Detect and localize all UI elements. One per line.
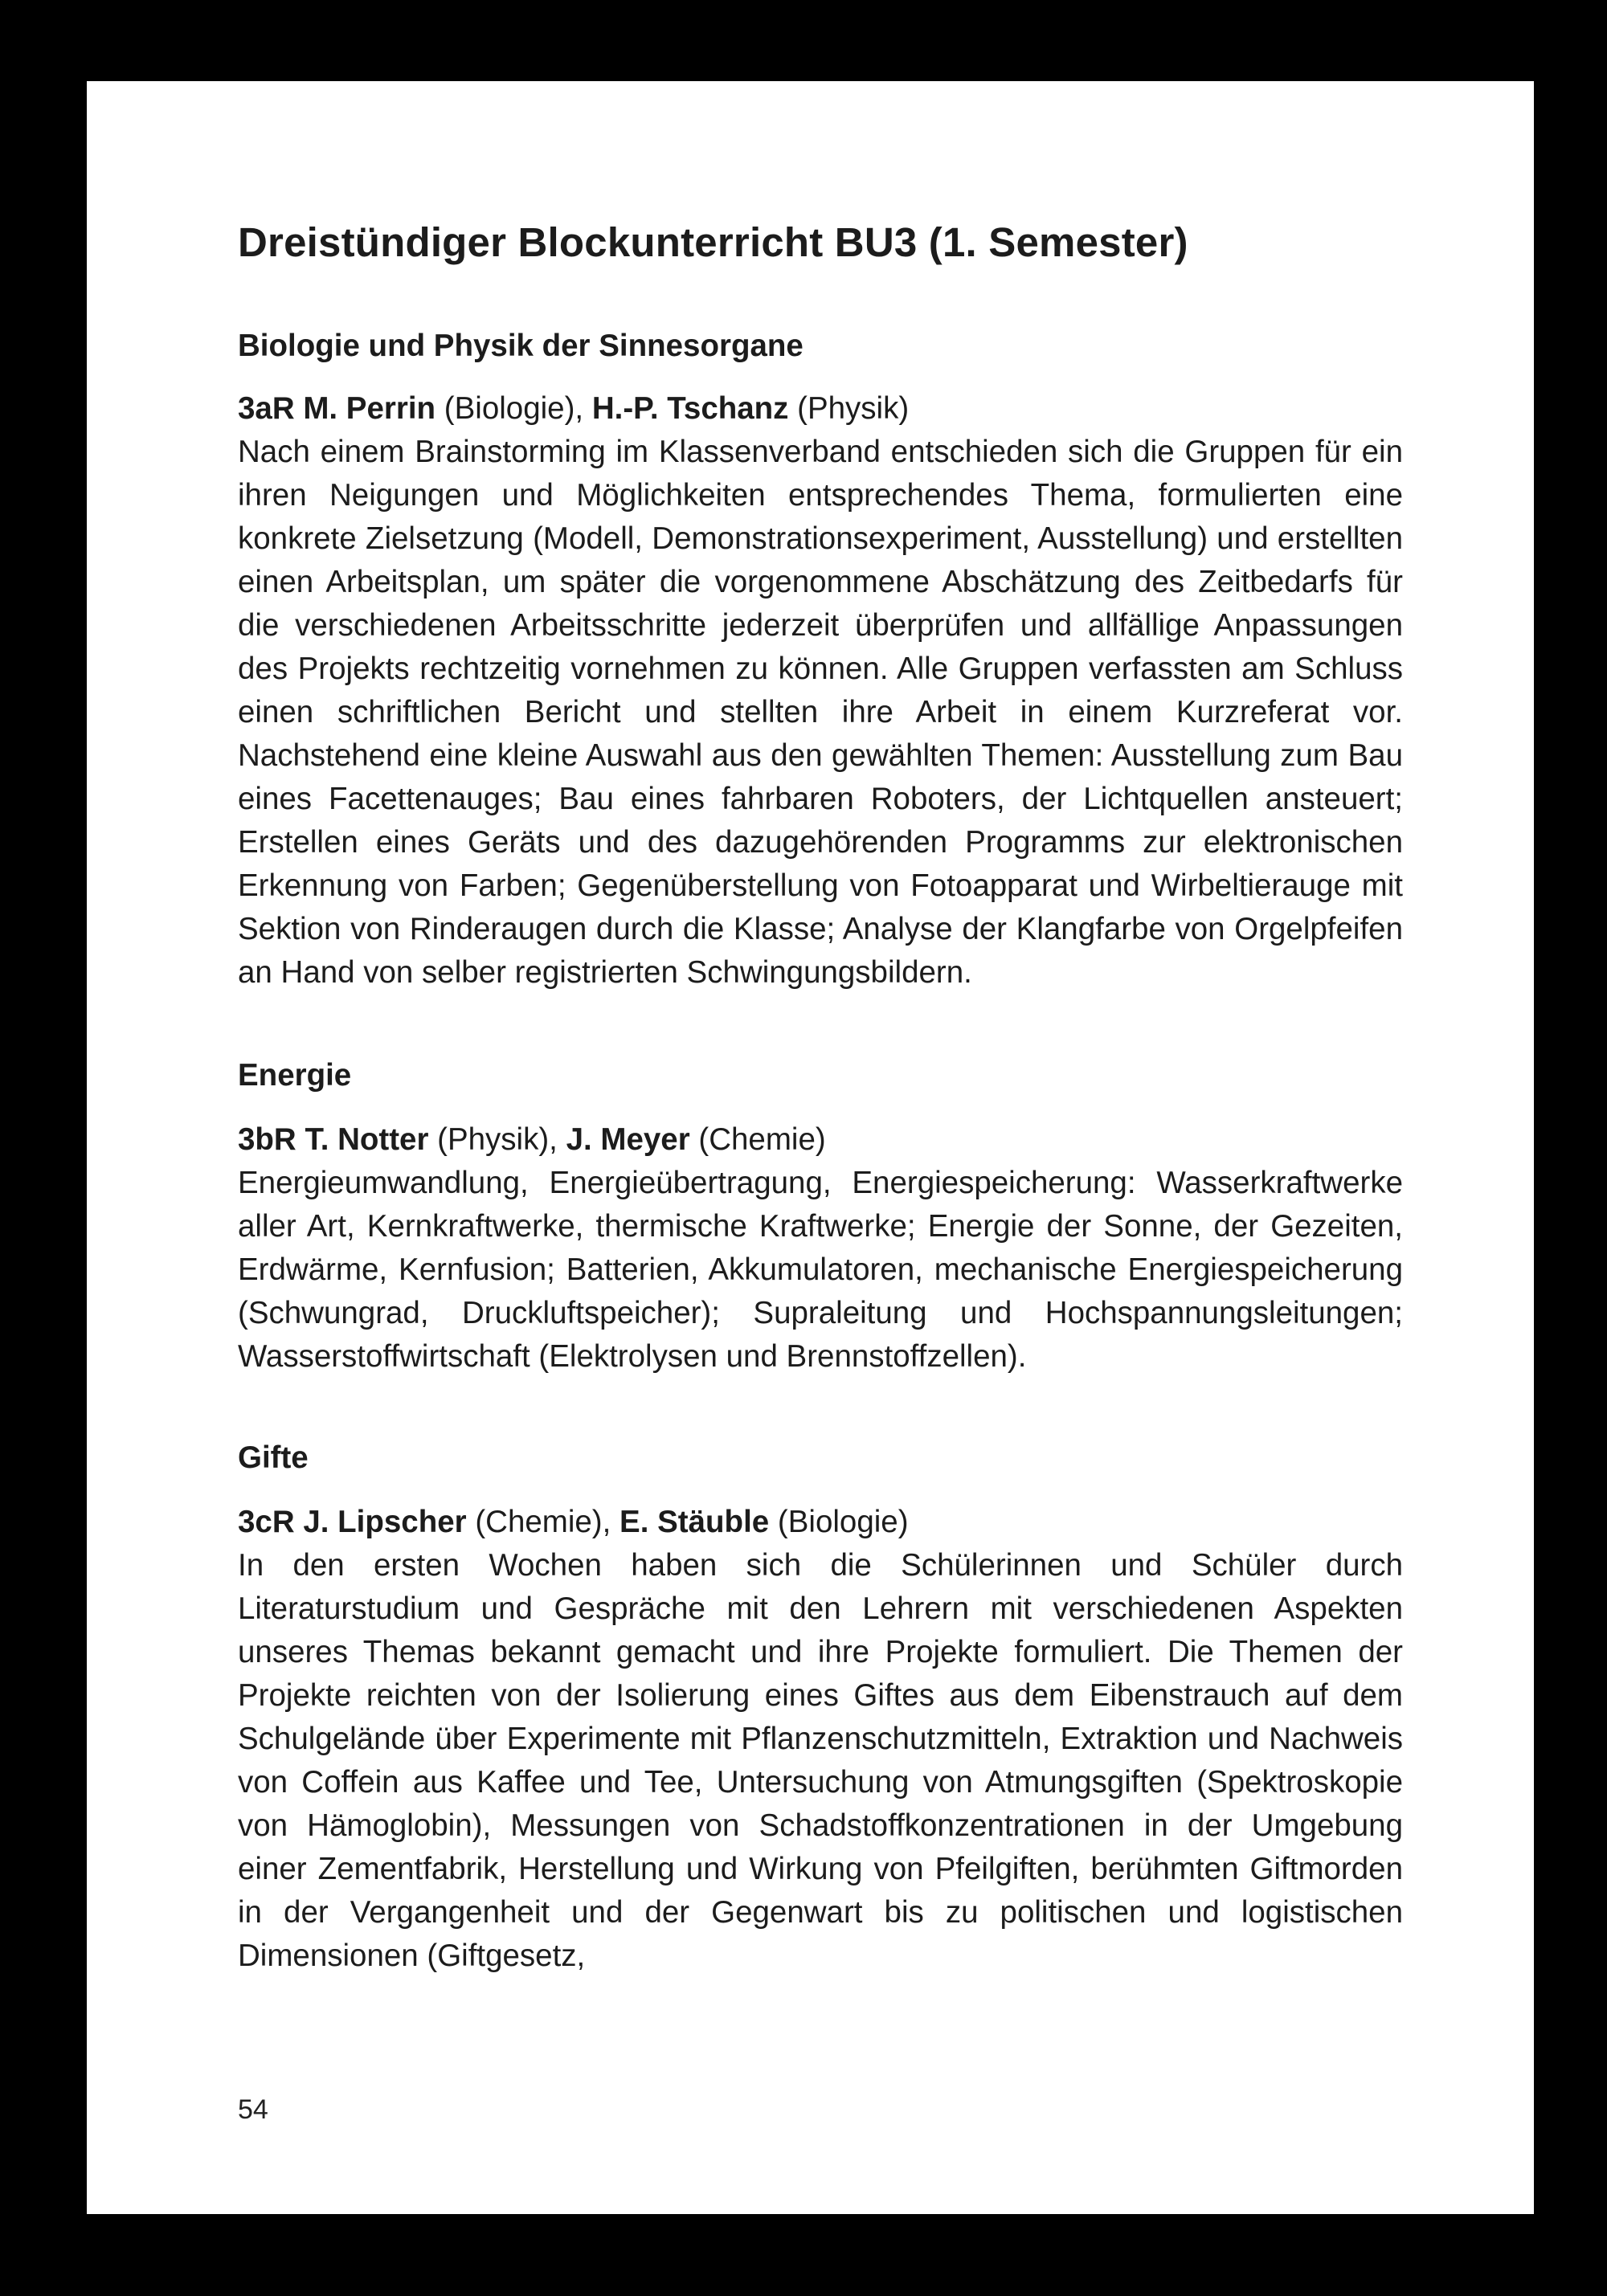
teacher-name: J. Meyer	[566, 1122, 690, 1157]
teacher-name: M. Perrin	[303, 391, 436, 426]
class-code: 3bR	[238, 1122, 296, 1157]
teacher-name: T. Notter	[305, 1122, 429, 1157]
section-title-energie: Energie	[238, 1058, 352, 1093]
teacher-name: H.-P. Tschanz	[591, 391, 789, 426]
page-number: 54	[238, 2094, 268, 2125]
page-content	[238, 216, 1403, 1978]
section-title-gifte: Gifte	[238, 1440, 309, 1475]
teacher-subject: (Biologie),	[444, 391, 584, 426]
document-page	[87, 81, 1534, 2214]
class-code: 3aR	[238, 391, 295, 426]
teacher-name: J. Lipscher	[303, 1505, 467, 1539]
class-teachers-3ar	[238, 387, 1403, 431]
section-title-sinnesorgane: Biologie und Physik der Sinnesorgane	[238, 329, 804, 363]
page-title: Dreistündiger Blockunterricht BU3 (1. Semester)	[238, 219, 1188, 265]
teacher-subject: (Biologie)	[777, 1505, 909, 1539]
section-text-gifte: In den ersten Wochen haben sich die Schülerinnen und Schüler durch Literaturstudium und Gespräche mit den Lehrern mit verschiedenen Aspekten unseres Themas bekannt gemacht und ihre Projekte formuliert. Die Themen der Projekte reichten von der Isolierung eines Giftes aus dem Eibenstrauch auf dem Schulgelände über Experimente mit Pflanzenschutzmitteln, Extraktion und Nachweis von Coffein aus Kaffee und Tee, Untersuchung von Atmungsgiften (Spektroskopie von Hämoglobin), Messungen von Schadstoffkonzentrationen in der Umgebung einer Zementfabrik, Herstellung und Wirkung von Pfeilgiften, berühmten Giftmorden in der Vergangenheit und der Gegenwart bis zu politischen und logistischen Dimensionen (Giftgesetz,	[238, 1548, 1403, 1973]
teacher-subject: (Physik),	[437, 1122, 558, 1157]
class-teachers-3br	[238, 1118, 1403, 1162]
section-text-sinnesorgane: Nach einem Brainstorming im Klassenverband entschieden sich die Gruppen für ein ihren Neigungen und Möglichkeiten entsprechendes Thema, formulierten eine konkrete Zielsetzung (Modell, Demonstrationsexperiment, Ausstellung) und erstellten einen Arbeitsplan, um später die vorgenommene Abschätzung des Zeitbedarfs für die verschiedenen Arbeitsschritte jederzeit überprüfen und allfällige Anpassungen des Projekts rechtzeitig vornehmen zu können. Alle Gruppen verfassten am Schluss einen schriftlichen Bericht und stellten ihre Arbeit in einem Kurzreferat vor. Nachstehend eine kleine Auswahl aus den gewählten Themen: Ausstellung zum Bau eines Facettenauges; Bau eines fahrbaren Roboters, der Lichtquellen ansteuert; Erstellen eines Geräts und des dazugehörenden Programms zur elektronischen Erkennung von Farben; Gegenüberstellung von Fotoapparat und Wirbeltierauge mit Sektion von Rinderaugen durch die Klasse; Analyse der Klangfarbe von Orgelpfeifen an Hand von selber registrierten Schwingungsbildern.	[238, 435, 1403, 990]
section-text-energie: Energieumwandlung, Energieübertragung, Energiespeicherung: Wasserkraftwerke aller Art, Kernkraftwerke, thermische Kraftwerke; Energie der Sonne, der Gezeiten, Erdwärme, Kernfusion; Batterien, Akkumulatoren, mechanische Energiespeicherung (Schwungrad, Druckluftspeicher); Supraleitung und Hochspannungsleitungen; Wasserstoffwirtschaft (Elektrolysen und Brennstoffzellen).	[238, 1166, 1403, 1374]
teacher-subject: (Physik)	[797, 391, 910, 426]
class-code: 3cR	[238, 1505, 295, 1539]
teacher-subject: (Chemie),	[475, 1505, 611, 1539]
teacher-subject: (Chemie)	[698, 1122, 826, 1157]
class-teachers-3cr	[238, 1501, 1403, 1544]
teacher-name: E. Stäuble	[619, 1505, 770, 1539]
